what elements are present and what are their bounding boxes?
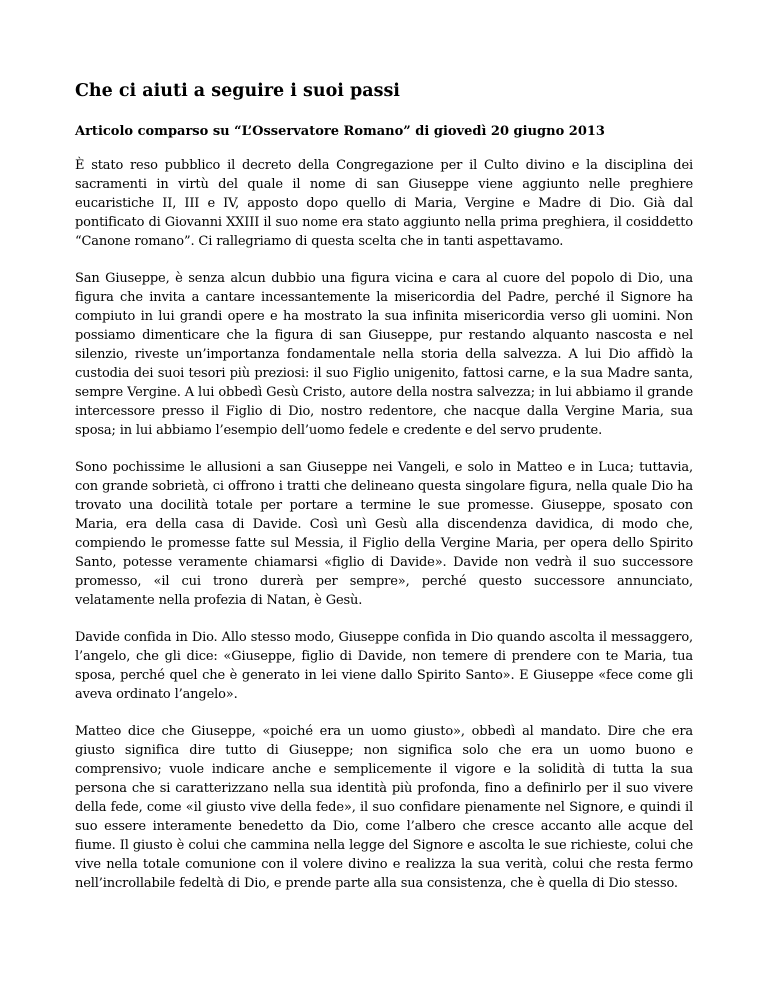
document-title: Che ci aiuti a seguire i suoi passi — [75, 81, 400, 101]
paragraph: Davide confida in Dio. Allo stesso modo, Giuseppe confida in Dio quando ascolta il messaggero, l’angelo, che gli dice: «Giuseppe, figlio di Davide, non temere di prendere con te Maria, tua sposa, perché quel che è generato in lei viene dallo Spirito Santo». E Giuseppe «fece come gli aveva ordinato l’angelo». — [75, 630, 693, 702]
paragraph: Sono pochissime le allusioni a san Giuseppe nei Vangeli, e solo in Matteo e in Luca; tuttavia, con grande sobrietà, ci offrono i tratti che delineano questa singolare figura, nella quale Dio ha trovato una docilità totale per portare a termine le sue promesse. Giuseppe, sposato con Maria, era della casa di Davide. Così unì Gesù alla discendenza davidica, di modo che, compiendo le promesse fatte sul Messia, il Figlio della Vergine Maria, per opera dello Spirito Santo, potesse veramente chiamarsi «figlio di Davide». Davide non vedrà il suo successore promesso, «il cui trono durerà per sempre», perché questo successore annunciato, velatamente nella profezia di Natan, è Gesù. — [75, 460, 693, 608]
document-page — [75, 80, 693, 911]
paragraph: Matteo dice che Giuseppe, «poiché era un uomo giusto», obbedì al mandato. Dire che era giusto significa dire tutto di Giuseppe; non significa solo che era un uomo buono e comprensivo; vuole indicare anche e semplicemente il vigore e la solidità di tutta la sua persona che si caratterizzano nella sua identità più profonda, fino a definirlo per il suo vivere della fede, come «il giusto vive della fede», il suo confidare pienamente nel Signore, e quindi il suo essere interamente benedetto da Dio, come l’albero che cresce accanto alle acque del fiume. Il giusto è colui che cammina nella legge del Signore e ascolta le sue richieste, colui che vive nella totale comunione con il volere divino e realizza la sua verità, colui che resta fermo nell’incrollabile fedeltà di Dio, e prende parte alla sua consistenza, che è quella di Dio stesso. — [75, 724, 693, 891]
paragraph: È stato reso pubblico il decreto della Congregazione per il Culto divino e la disciplina dei sacramenti in virtù del quale il nome di san Giuseppe viene aggiunto nelle preghiere eucaristiche II, III e IV, apposto dopo quello di Maria, Vergine e Madre di Dio. Già dal pontificato di Giovanni XXIII il suo nome era stato aggiunto nella prima preghiera, il cosiddetto “Canone romano”. Ci rallegriamo di questa scelta che in tanti aspettavamo. — [75, 158, 693, 249]
document-subtitle: Articolo comparso su “L’Osservatore Romano” di giovedì 20 giugno 2013 — [75, 124, 605, 139]
paragraph: San Giuseppe, è senza alcun dubbio una figura vicina e cara al cuore del popolo di Dio, una figura che invita a cantare incessantemente la misericordia del Padre, perché il Signore ha compiuto in lui grandi opere e ha mostrato la sua infinita misericordia verso gli uomini. Non possiamo dimenticare che la figura di san Giuseppe, pur restando alquanto nascosta e nel silenzio, riveste un’importanza fondamentale nella storia della salvezza. A lui Dio affidò la custodia dei suoi tesori più preziosi: il suo Figlio unigenito, fattosi carne, e la sua Madre santa, sempre Vergine. A lui obbedì Gesù Cristo, autore della nostra salvezza; in lui abbiamo il grande intercessore presso il Figlio di Dio, nostro redentore, che nacque dalla Vergine Maria, sua sposa; in lui abbiamo l’esempio dell’uomo fedele e credente e del servo prudente. — [75, 271, 693, 438]
